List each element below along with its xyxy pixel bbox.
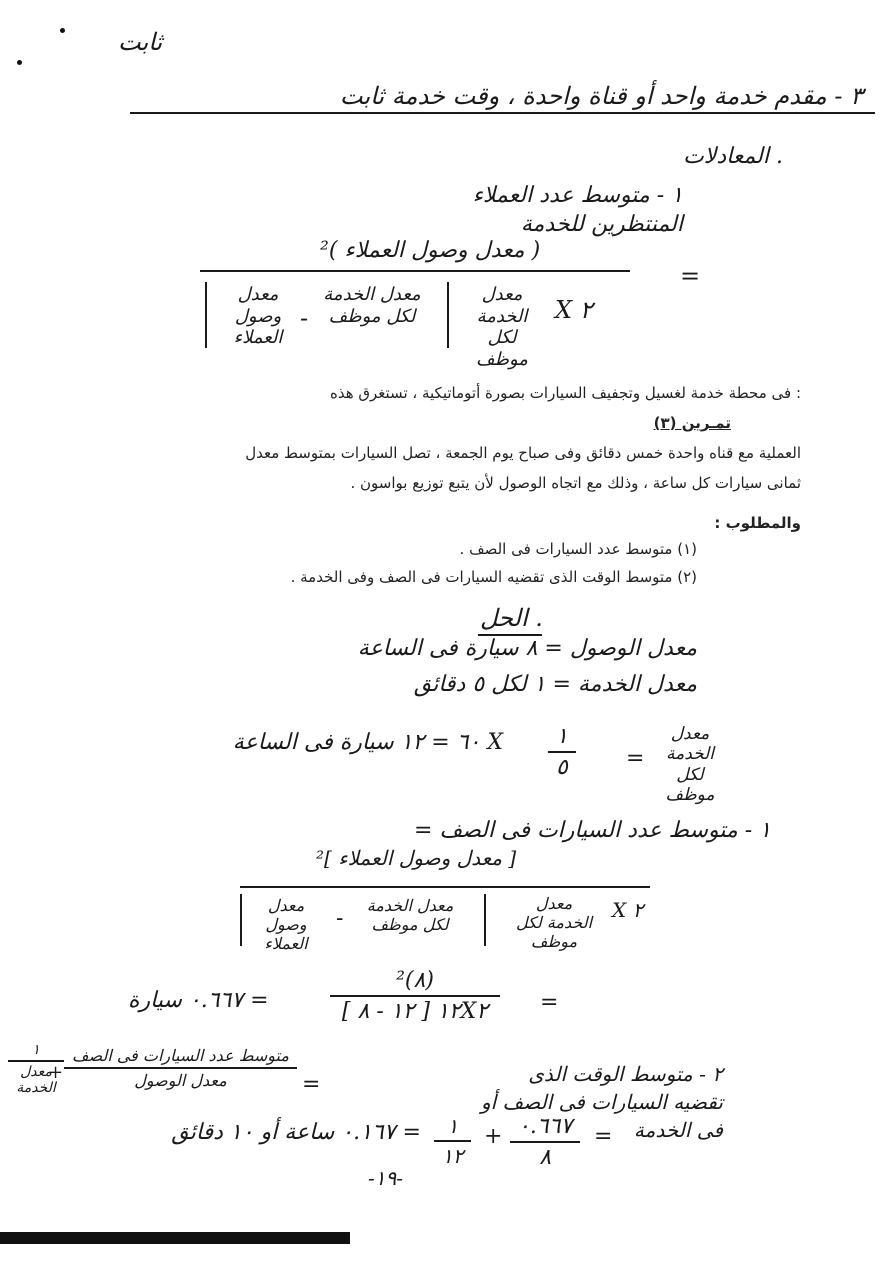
equation-denominator-term3: معدل وصول العملاء bbox=[233, 284, 283, 349]
equation-denominator-term1: معدل الخدمة لكل موظف bbox=[476, 284, 528, 370]
step1-sub-num: (٨)² bbox=[396, 968, 434, 993]
service-calc-fraction bbox=[548, 722, 576, 782]
step1-sub-equals: = bbox=[540, 990, 559, 1015]
step2-fraction bbox=[64, 1044, 297, 1092]
solution-heading: . الحل bbox=[480, 604, 543, 632]
step2-calc-equals: = bbox=[594, 1124, 613, 1149]
step1-mult: ٢ X bbox=[612, 898, 644, 922]
step2-calc-den: ٨ bbox=[539, 1145, 552, 1170]
step2-calc-fraction bbox=[510, 1112, 580, 1172]
step1-sub-fraction bbox=[330, 966, 500, 1026]
exercise-line1-text: : فى محطة خدمة لغسيل وتجفيف السيارات بصورة أتوماتيكية ، تستغرق هذه bbox=[329, 384, 801, 402]
step2-title: ٢ - متوسط الوقت الذى تقضيه السيارات فى الصف أو فى الخدمة bbox=[480, 1062, 723, 1142]
service-calc-equals: = bbox=[626, 746, 645, 771]
service-calc-rest: X ٦٠ = ١٢ سيارة فى الساعة bbox=[232, 730, 503, 755]
exercise-line3: ثمانى سيارات كل ساعة ، وذلك مع اتجاه الوصول لأن يتبع توزيع بواسون . bbox=[350, 474, 801, 492]
equation-item1-label: ١ - متوسط عدد العملاء المنتظرين للخدمة bbox=[472, 183, 683, 237]
exercise-req1: (١) متوسط عدد السيارات فى الصف . bbox=[459, 540, 697, 558]
stray-dot-1 bbox=[60, 28, 65, 33]
equation-denominator-term2: معدل الخدمة لكل موظف bbox=[323, 284, 421, 327]
step1-numerator: [ معدل وصول العملاء ]² bbox=[316, 846, 517, 870]
step2-plus: + bbox=[48, 1062, 64, 1083]
solution-arrival-rate: معدل الوصول = ٨ سيارة فى الساعة bbox=[357, 636, 697, 661]
exercise-req2: (٢) متوسط الوقت الذى تقضيه السيارات فى الصف وفى الخدمة . bbox=[290, 568, 697, 586]
step2-result: = ٠.١٦٧ ساعة أو ١٠ دقائق bbox=[171, 1120, 421, 1145]
step2-equals: = bbox=[302, 1072, 321, 1097]
equation-fraction-bar bbox=[200, 270, 630, 272]
title-underline bbox=[130, 112, 875, 114]
service-per-employee-label: معدل الخدمة لكل موظف bbox=[665, 724, 715, 806]
step1-title: ١ - متوسط عدد السيارات فى الصف = bbox=[414, 818, 771, 843]
service-calc-frac-num: ١ bbox=[556, 724, 568, 749]
step2-calc-num: ٠.٦٦٧ bbox=[518, 1114, 573, 1139]
equation-numerator: ( معدل وصول العملاء )² bbox=[320, 238, 541, 263]
equation-equals: = bbox=[680, 262, 701, 290]
service-calc-frac-den: ٥ bbox=[556, 755, 568, 780]
stray-dot-2 bbox=[17, 60, 22, 65]
step2-calc-small-fraction bbox=[434, 1112, 471, 1170]
step1-result: = ٠.٦٦٧ سيارة bbox=[128, 988, 269, 1013]
step2-frac-num: متوسط عدد السيارات فى الصف bbox=[72, 1046, 289, 1065]
step2-calc-plus: + bbox=[484, 1124, 503, 1149]
step1-fraction-bar bbox=[240, 886, 650, 888]
step2-calc-frac-num: ١ bbox=[447, 1114, 459, 1138]
step2-side-fraction bbox=[8, 1040, 64, 1098]
step2-side-num: ١ bbox=[32, 1042, 40, 1058]
step1-sub-den: ١٢X٢ [ ١٢ - ٨ ] bbox=[341, 999, 489, 1024]
step1-den-term2: معدل الخدمة لكل موظف bbox=[366, 896, 454, 935]
top-label: ثابت bbox=[118, 28, 163, 56]
step2-side-den: معدل الخدمة bbox=[16, 1064, 56, 1096]
step1-den-term3: معدل وصول العملاء bbox=[264, 896, 308, 954]
exercise-line1 bbox=[330, 384, 801, 402]
section-title: ٣ - مقدم خدمة واحد أو قناة واحدة ، وقت خدمة ثابت bbox=[339, 82, 863, 110]
equation-multiplier: ٢ X bbox=[555, 296, 593, 324]
solution-service-rate: معدل الخدمة = ١ لكل ٥ دقائق bbox=[413, 672, 697, 697]
equation-minus: - bbox=[300, 304, 309, 332]
equations-heading: . المعادلات bbox=[683, 144, 783, 169]
step2-frac-den: معدل الوصول bbox=[134, 1071, 227, 1090]
exercise-required-label: والمطلوب : bbox=[714, 514, 801, 532]
scan-edge-bar bbox=[0, 1232, 350, 1244]
exercise-line1b bbox=[654, 414, 731, 432]
page-number: -١٩- bbox=[368, 1166, 404, 1190]
step1-minus: - bbox=[336, 906, 344, 931]
step2-calc-frac-den: ١٢ bbox=[442, 1144, 464, 1168]
exercise-line2: العملية مع قناه واحدة خمس دقائق وفى صباح يوم الجمعة ، تصل السيارات بمتوسط معدل bbox=[245, 444, 801, 462]
exercise-label: تمـرين (٣) bbox=[653, 414, 731, 432]
step1-den-term1: معدل الخدمة لكل موظف bbox=[515, 894, 593, 952]
